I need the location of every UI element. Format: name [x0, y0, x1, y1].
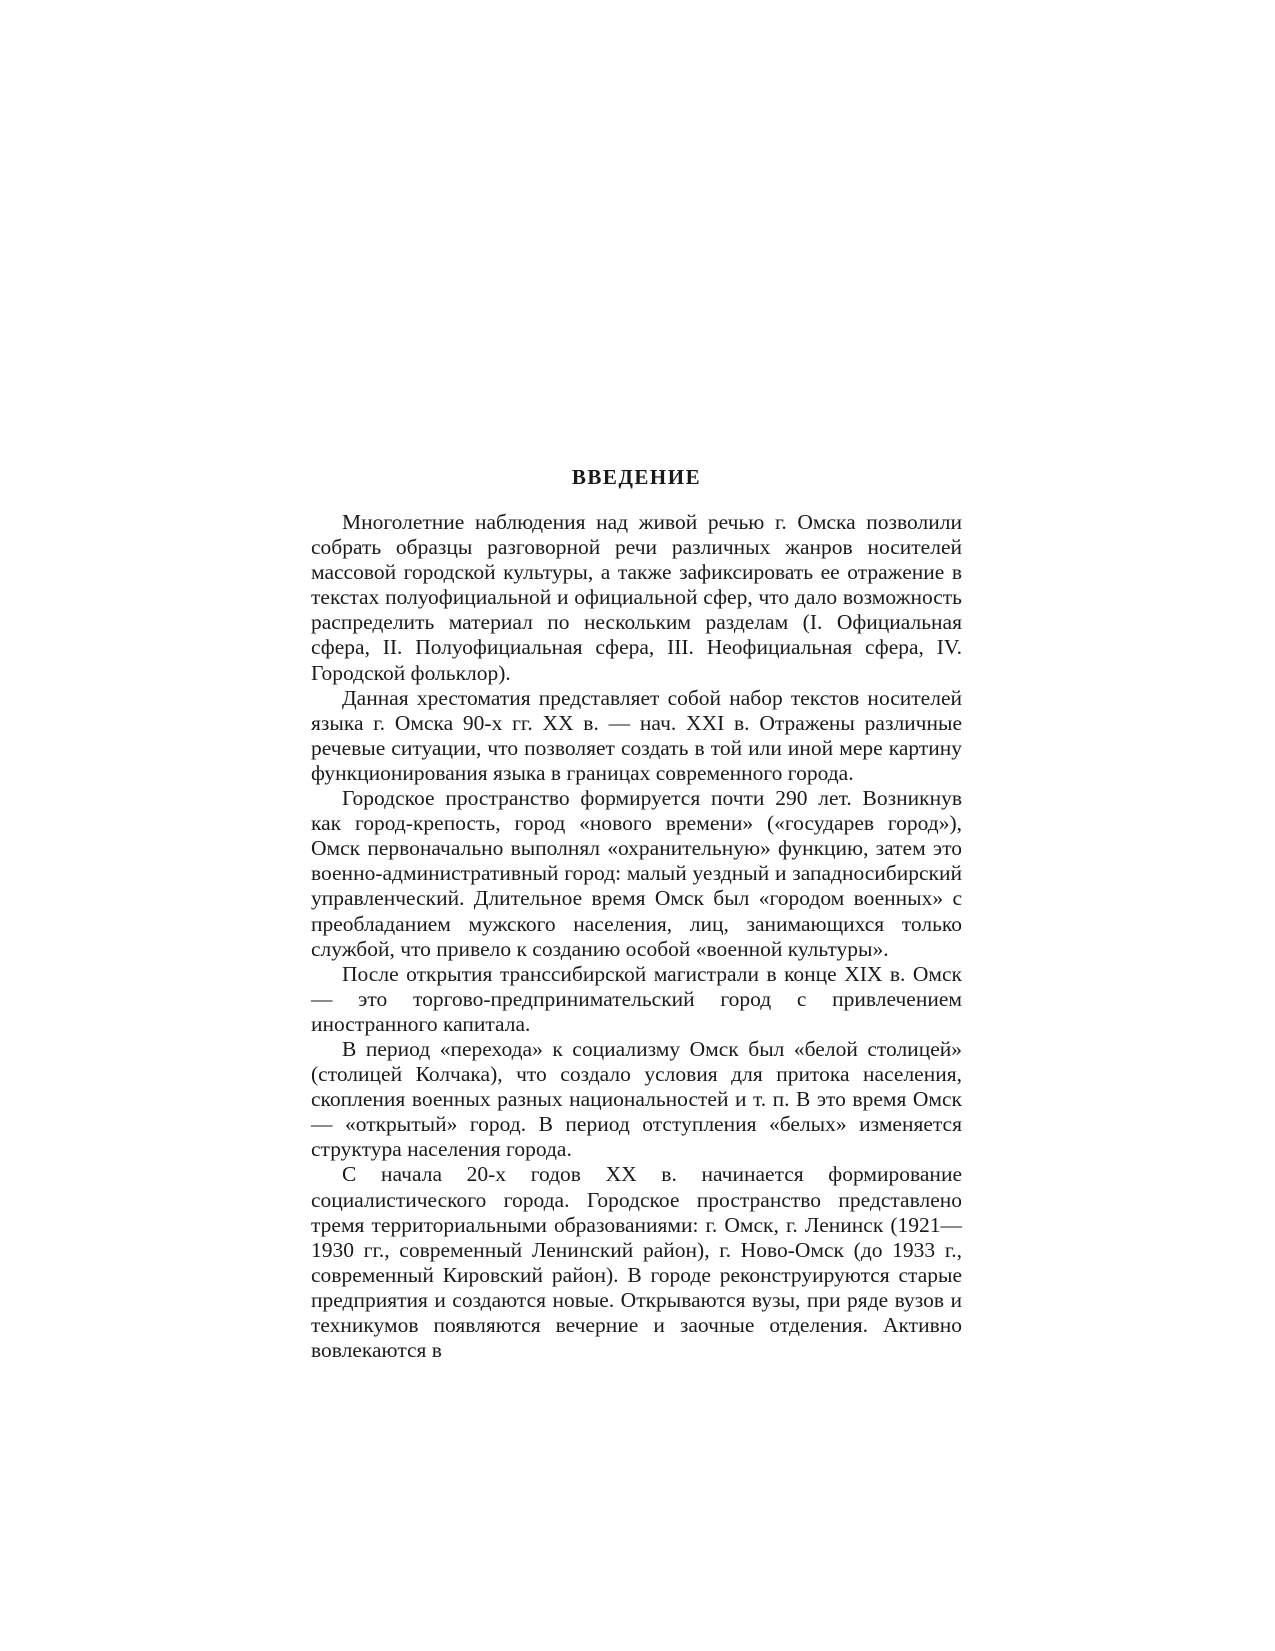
paragraph-3: Городское пространство формируется почти 290 лет. Возникнув как город-крепость, город «нового времени» («государев город»), Омск первоначально выполнял «охранительную» функцию, затем это военно-административный город: малый уездный и западносибирский управленческий. Длительное время Омск был «городом военных» с преобладанием мужского населения, лиц, занимающихся только службой, что привело к созданию особой «военной культуры». — [311, 786, 962, 961]
paragraph-5: В период «перехода» к социализму Омск был «белой столицей» (столицей Колчака), что создало условия для притока населения, скопления военных разных национальностей и т. п. В это время Омск — «открытый» город. В период отступления «белых» изменяется структура населения города. — [311, 1036, 962, 1162]
paragraph-6: С начала 20-х годов XX в. начинается формирование социалистического города. Городское пространство представлено тремя территориальными образованиями: г. Омск, г. Ленинск (1921—1930 гг., современный Ленинский район), г. Ново-Омск (до 1933 г., современный Кировский район). В городе реконструируются старые предприятия и создаются новые. Открываются вузы, при ряде вузов и техникумов появляются вечерние и заочные отделения. Активно вовлекаются в — [311, 1162, 962, 1363]
paragraph-2: Данная хрестоматия представляет собой набор текстов носителей языка г. Омска 90-х гг. XX в. — нач. XXI в. Отражены различные речевые ситуации, что позволяет создать в той или иной мере картину функционирования языка в границах современного города. — [311, 685, 962, 785]
page-content — [311, 463, 962, 1363]
section-heading: ВВЕДЕНИЕ — [571, 465, 702, 489]
paragraph-4: После открытия транссибирской магистрали в конце XIX в. Омск — это торгово-предпринимательский город с привлечением иностранного капитала. — [311, 961, 962, 1036]
paragraph-1: Многолетние наблюдения над живой речью г. Омска позволили собрать образцы разговорной речи различных жанров носителей массовой городской культуры, а также зафиксировать ее отражение в текстах полуофициальной и официальной сфер, что дало возможность распределить материал по нескольким разделам (I. Официальная сфера, II. Полуофициальная сфера, III. Неофициальная сфера, IV. Городской фольклор). — [311, 510, 962, 685]
